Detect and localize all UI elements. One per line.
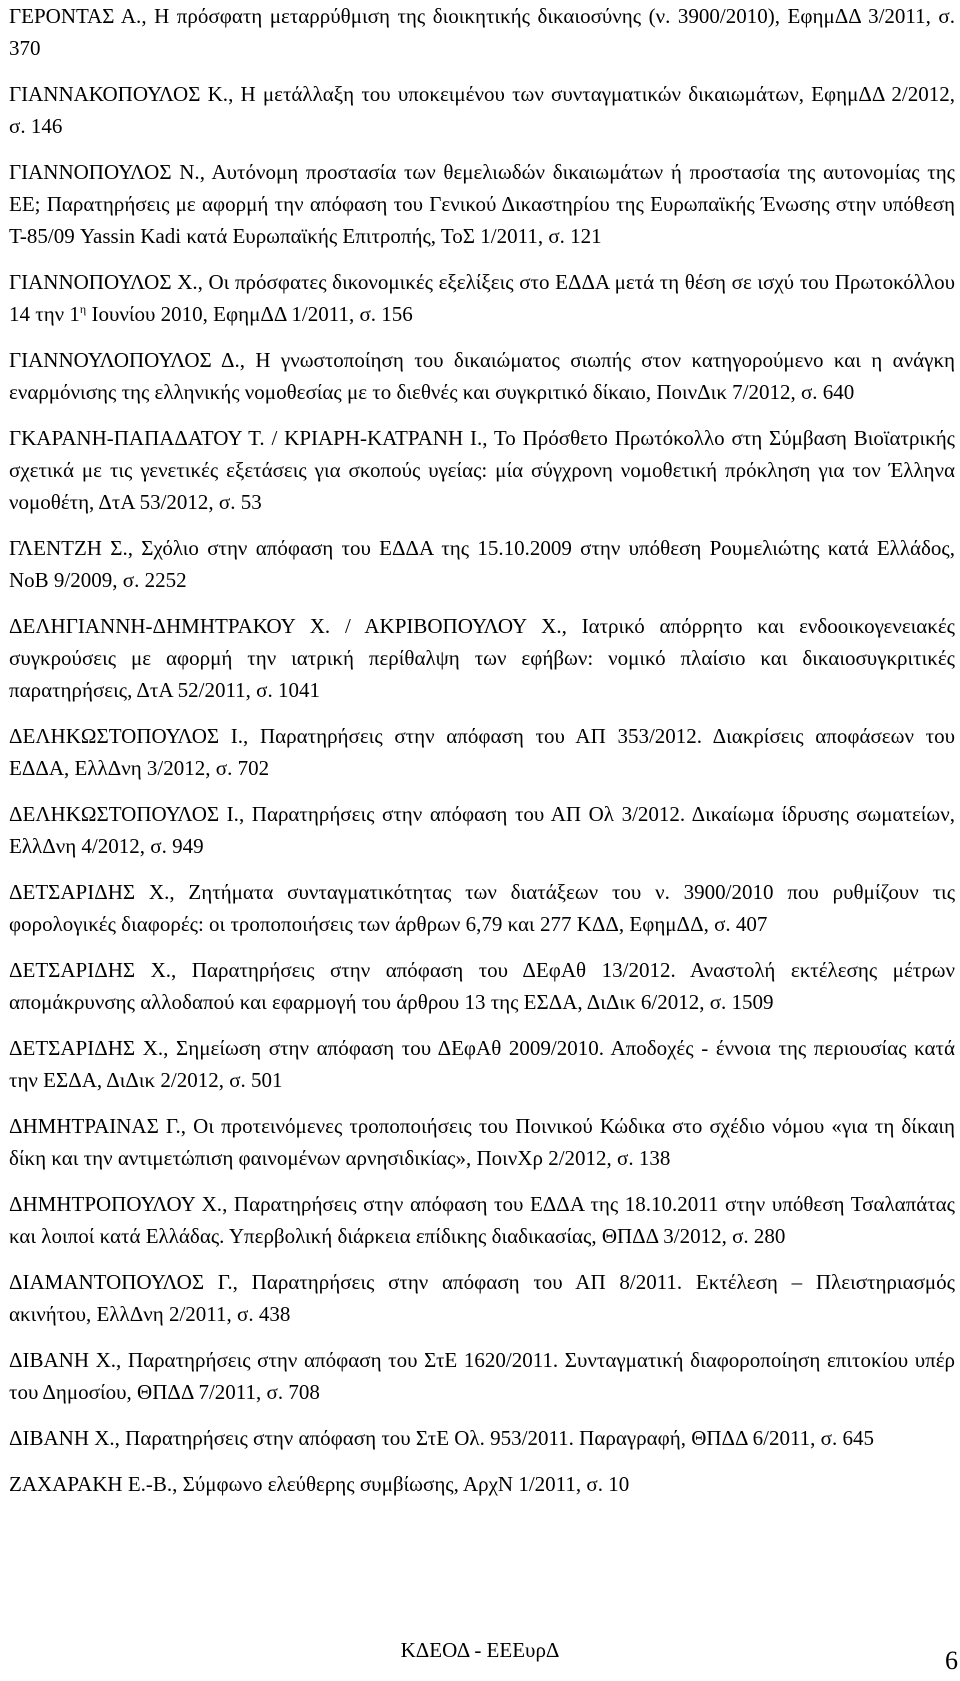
entry-text: , Η πρόσφατη μεταρρύθμιση της διοικητικής δικαιοσύνης (ν. 3900/2010), ΕφημΔΔ 3/2011, σ. 370 bbox=[9, 4, 955, 60]
bibliography-entry bbox=[9, 532, 955, 596]
bibliography-list bbox=[9, 0, 955, 1514]
entry-author: ΓΙΑΝΝΑΚΟΠΟΥΛΟΣ Κ. bbox=[9, 82, 229, 106]
bibliography-entry bbox=[9, 156, 955, 252]
bibliography-entry bbox=[9, 720, 955, 784]
page-number: 6 bbox=[945, 1646, 958, 1675]
entry-text: , Παρατηρήσεις στην απόφαση του ΑΠ 8/2011. Εκτέλεση – Πλειστηριασμός ακινήτου, ΕλλΔνη 2/2011, σ. 438 bbox=[9, 1270, 955, 1326]
entry-text: , Σημείωση στην απόφαση του ΔΕφΑθ 2009/2010. Αποδοχές - έννοια της περιουσίας κατά την ΕΣΔΑ, ΔιΔικ 2/2012, σ. 501 bbox=[9, 1036, 955, 1092]
bibliography-entry bbox=[9, 798, 955, 862]
entry-author: ΓΙΑΝΝΟΥΛΟΠΟΥΛΟΣ Δ. bbox=[9, 348, 240, 372]
bibliography-entry bbox=[9, 1468, 955, 1500]
entry-author: ΔΕΛΗΚΩΣΤΟΠΟΥΛΟΣ Ι. bbox=[9, 724, 244, 748]
entry-superscript: η bbox=[79, 302, 87, 316]
entry-text: , Οι πρόσφατες δικονομικές εξελίξεις στο ΕΔΔΑ μετά τη θέση σε ισχύ του Πρωτοκόλλου 14 την 1 bbox=[9, 270, 955, 326]
bibliography-entry bbox=[9, 266, 955, 330]
entry-author: ΓΚΑΡΑΝΗ-ΠΑΠΑΔΑΤΟΥ Τ. / ΚΡΙΑΡΗ-ΚΑΤΡΑΝΗ Ι. bbox=[9, 426, 483, 450]
bibliography-entry bbox=[9, 1266, 955, 1330]
entry-author: ΔΙΒΑΝΗ Χ. bbox=[9, 1426, 115, 1450]
entry-text: , Οι προτεινόμενες τροποποιήσεις του Ποινικού Κώδικα στο σχέδιο νόμου «για τη δίκαιη δίκη και την αντιμετώπιση φαινομένων αρνησιδικίας», ΠοινΧρ 2/2012, σ. 138 bbox=[9, 1114, 955, 1170]
entry-author: ΔΕΤΣΑΡΙΔΗΣ Χ. bbox=[9, 1036, 164, 1060]
bibliography-entry bbox=[9, 1188, 955, 1252]
bibliography-entry bbox=[9, 1110, 955, 1174]
entry-text: , Ζητήματα συνταγματικότητας των διατάξεων του ν. 3900/2010 που ρυθμίζουν τις φορολογικές διαφορές: οι τροποποιήσεις των άρθρων 6,79 και 277 ΚΔΔ, ΕφημΔΔ, σ. 407 bbox=[9, 880, 956, 936]
entry-author: ΔΕΤΣΑΡΙΔΗΣ Χ. bbox=[9, 958, 172, 982]
entry-author: ΖΑΧΑΡΑΚΗ Ε.-Β. bbox=[9, 1472, 173, 1496]
entry-author: ΔΕΛΗΚΩΣΤΟΠΟΥΛΟΣ Ι. bbox=[9, 802, 239, 826]
bibliography-entry bbox=[9, 954, 955, 1018]
bibliography-entry bbox=[9, 1344, 955, 1408]
entry-author: ΔΗΜΗΤΡΑΙΝΑΣ Γ. bbox=[9, 1114, 181, 1138]
entry-author: ΓΙΑΝΝΟΠΟΥΛΟΣ Χ. bbox=[9, 270, 198, 294]
entry-text: , Παρατηρήσεις στην απόφαση του ΣτΕ 1620/2011. Συνταγματική διαφοροποίηση επιτοκίου υπέρ του Δημοσίου, ΘΠΔΔ 7/2011, σ. 708 bbox=[9, 1348, 956, 1404]
bibliography-entry bbox=[9, 344, 955, 408]
entry-text: , Παρατηρήσεις στην απόφαση του ΕΔΔΑ της 18.10.2011 στην υπόθεση Τσαλαπάτας και λοιποί κατά Ελλάδας. Υπερβολική διάρκεια επίδικης διαδικασίας, ΘΠΔΔ 3/2012, σ. 280 bbox=[9, 1192, 955, 1248]
entry-text: , Παρατηρήσεις στην απόφαση του ΣτΕ Ολ. 953/2011. Παραγραφή, ΘΠΔΔ 6/2011, σ. 645 bbox=[114, 1426, 874, 1450]
entry-author: ΔΙΑΜΑΝΤΟΠΟΥΛΟΣ Γ. bbox=[9, 1270, 233, 1294]
entry-author: ΓΙΑΝΝΟΠΟΥΛΟΣ Ν. bbox=[9, 160, 200, 184]
entry-text-continued: Ιουνίου 2010, ΕφημΔΔ 1/2011, σ. 156 bbox=[86, 302, 413, 326]
bibliography-entry bbox=[9, 876, 955, 940]
bibliography-entry bbox=[9, 1422, 955, 1454]
entry-text: , Η γνωστοποίηση του δικαιώματος σιωπής στον κατηγορούμενο και η ανάγκη εναρμόνισης της ελληνικής νομοθεσίας με το διεθνές και συγκριτικό δίκαιο, ΠοινΔικ 7/2012, σ. 640 bbox=[9, 348, 956, 404]
entry-text: , Ιατρικό απόρρητο και ενδοοικογενειακές συγκρούσεις με αφορμή την ιατρική περίθαλψη των εφήβων: νομικό πλαίσιο και δικαιοσυγκριτικές παρατηρήσεις, ΔτΑ 52/2011, σ. 1041 bbox=[9, 614, 956, 702]
bibliography-entry bbox=[9, 610, 955, 706]
bibliography-entry bbox=[9, 0, 955, 64]
entry-author: ΓΛΕΝΤΖΗ Σ. bbox=[9, 536, 128, 560]
entry-text: , Η μετάλλαξη του υποκειμένου των συνταγματικών δικαιωμάτων, ΕφημΔΔ 2/2012, σ. 146 bbox=[9, 82, 955, 138]
entry-author: ΔΗΜΗΤΡΟΠΟΥΛΟΥ Χ. bbox=[9, 1192, 223, 1216]
entry-text: , Αυτόνομη προστασία των θεμελιωδών δικαιωμάτων ή προστασία της αυτονομίας της ΕΕ; Παρατηρήσεις με αφορμή την απόφαση του Γενικού Δικαστηρίου της Ευρωπαϊκής Ένωσης στην υπόθεση Τ-85/09 Yassin Kadi κατά Ευρωπαϊκής Επιτροπής, ΤοΣ 1/2011, σ. 121 bbox=[9, 160, 955, 248]
entry-text: , Σύμφωνο ελεύθερης συμβίωσης, ΑρχΝ 1/2011, σ. 10 bbox=[172, 1472, 630, 1496]
entry-text: , Σχόλιο στην απόφαση του ΕΔΔΑ της 15.10.2009 στην υπόθεση Ρουμελιώτης κατά Ελλάδος, ΝοΒ 9/2009, σ. 2252 bbox=[9, 536, 955, 592]
entry-text: , Παρατηρήσεις στην απόφαση του ΔΕφΑθ 13/2012. Αναστολή εκτέλεσης μέτρων απομάκρυνσης αλλοδαπού και εφαρμογή του άρθρου 13 της ΕΣΔΑ, ΔιΔικ 6/2012, σ. 1509 bbox=[9, 958, 955, 1014]
entry-text: , Παρατηρήσεις στην απόφαση του ΑΠ 353/2012. Διακρίσεις αποφάσεων του ΕΔΔΑ, ΕλλΔνη 3/2012, σ. 702 bbox=[9, 724, 955, 780]
bibliography-entry bbox=[9, 78, 955, 142]
entry-author: ΔΙΒΑΝΗ Χ. bbox=[9, 1348, 117, 1372]
bibliography-entry bbox=[9, 1032, 955, 1096]
entry-text: , Το Πρόσθετο Πρωτόκολλο στη Σύμβαση Βιοϊατρικής σχετικά με τις γενετικές εξετάσεις για σκοπούς υγείας: μία σύγχρονη νομοθετική πρόκληση για τον Έλληνα νομοθέτη, ΔτΑ 53/2012, σ. 53 bbox=[9, 426, 955, 514]
entry-author: ΔΕΤΣΑΡΙΔΗΣ Χ. bbox=[9, 880, 170, 904]
bibliography-entry bbox=[9, 422, 955, 518]
entry-author: ΓΕΡΟΝΤΑΣ Α. bbox=[9, 4, 142, 28]
entry-text: , Παρατηρήσεις στην απόφαση του ΑΠ Ολ 3/2012. Δικαίωμα ίδρυσης σωματείων, ΕλλΔνη 4/2012, σ. 949 bbox=[9, 802, 955, 858]
entry-author: ΔΕΛΗΓΙΑΝΝΗ-ΔΗΜΗΤΡΑΚΟΥ Χ. / ΑΚΡΙΒΟΠΟΥΛΟΥ Χ. bbox=[9, 614, 562, 638]
footer-title: ΚΔΕΟΔ - ΕΕΕυρΔ bbox=[400, 1638, 560, 1662]
